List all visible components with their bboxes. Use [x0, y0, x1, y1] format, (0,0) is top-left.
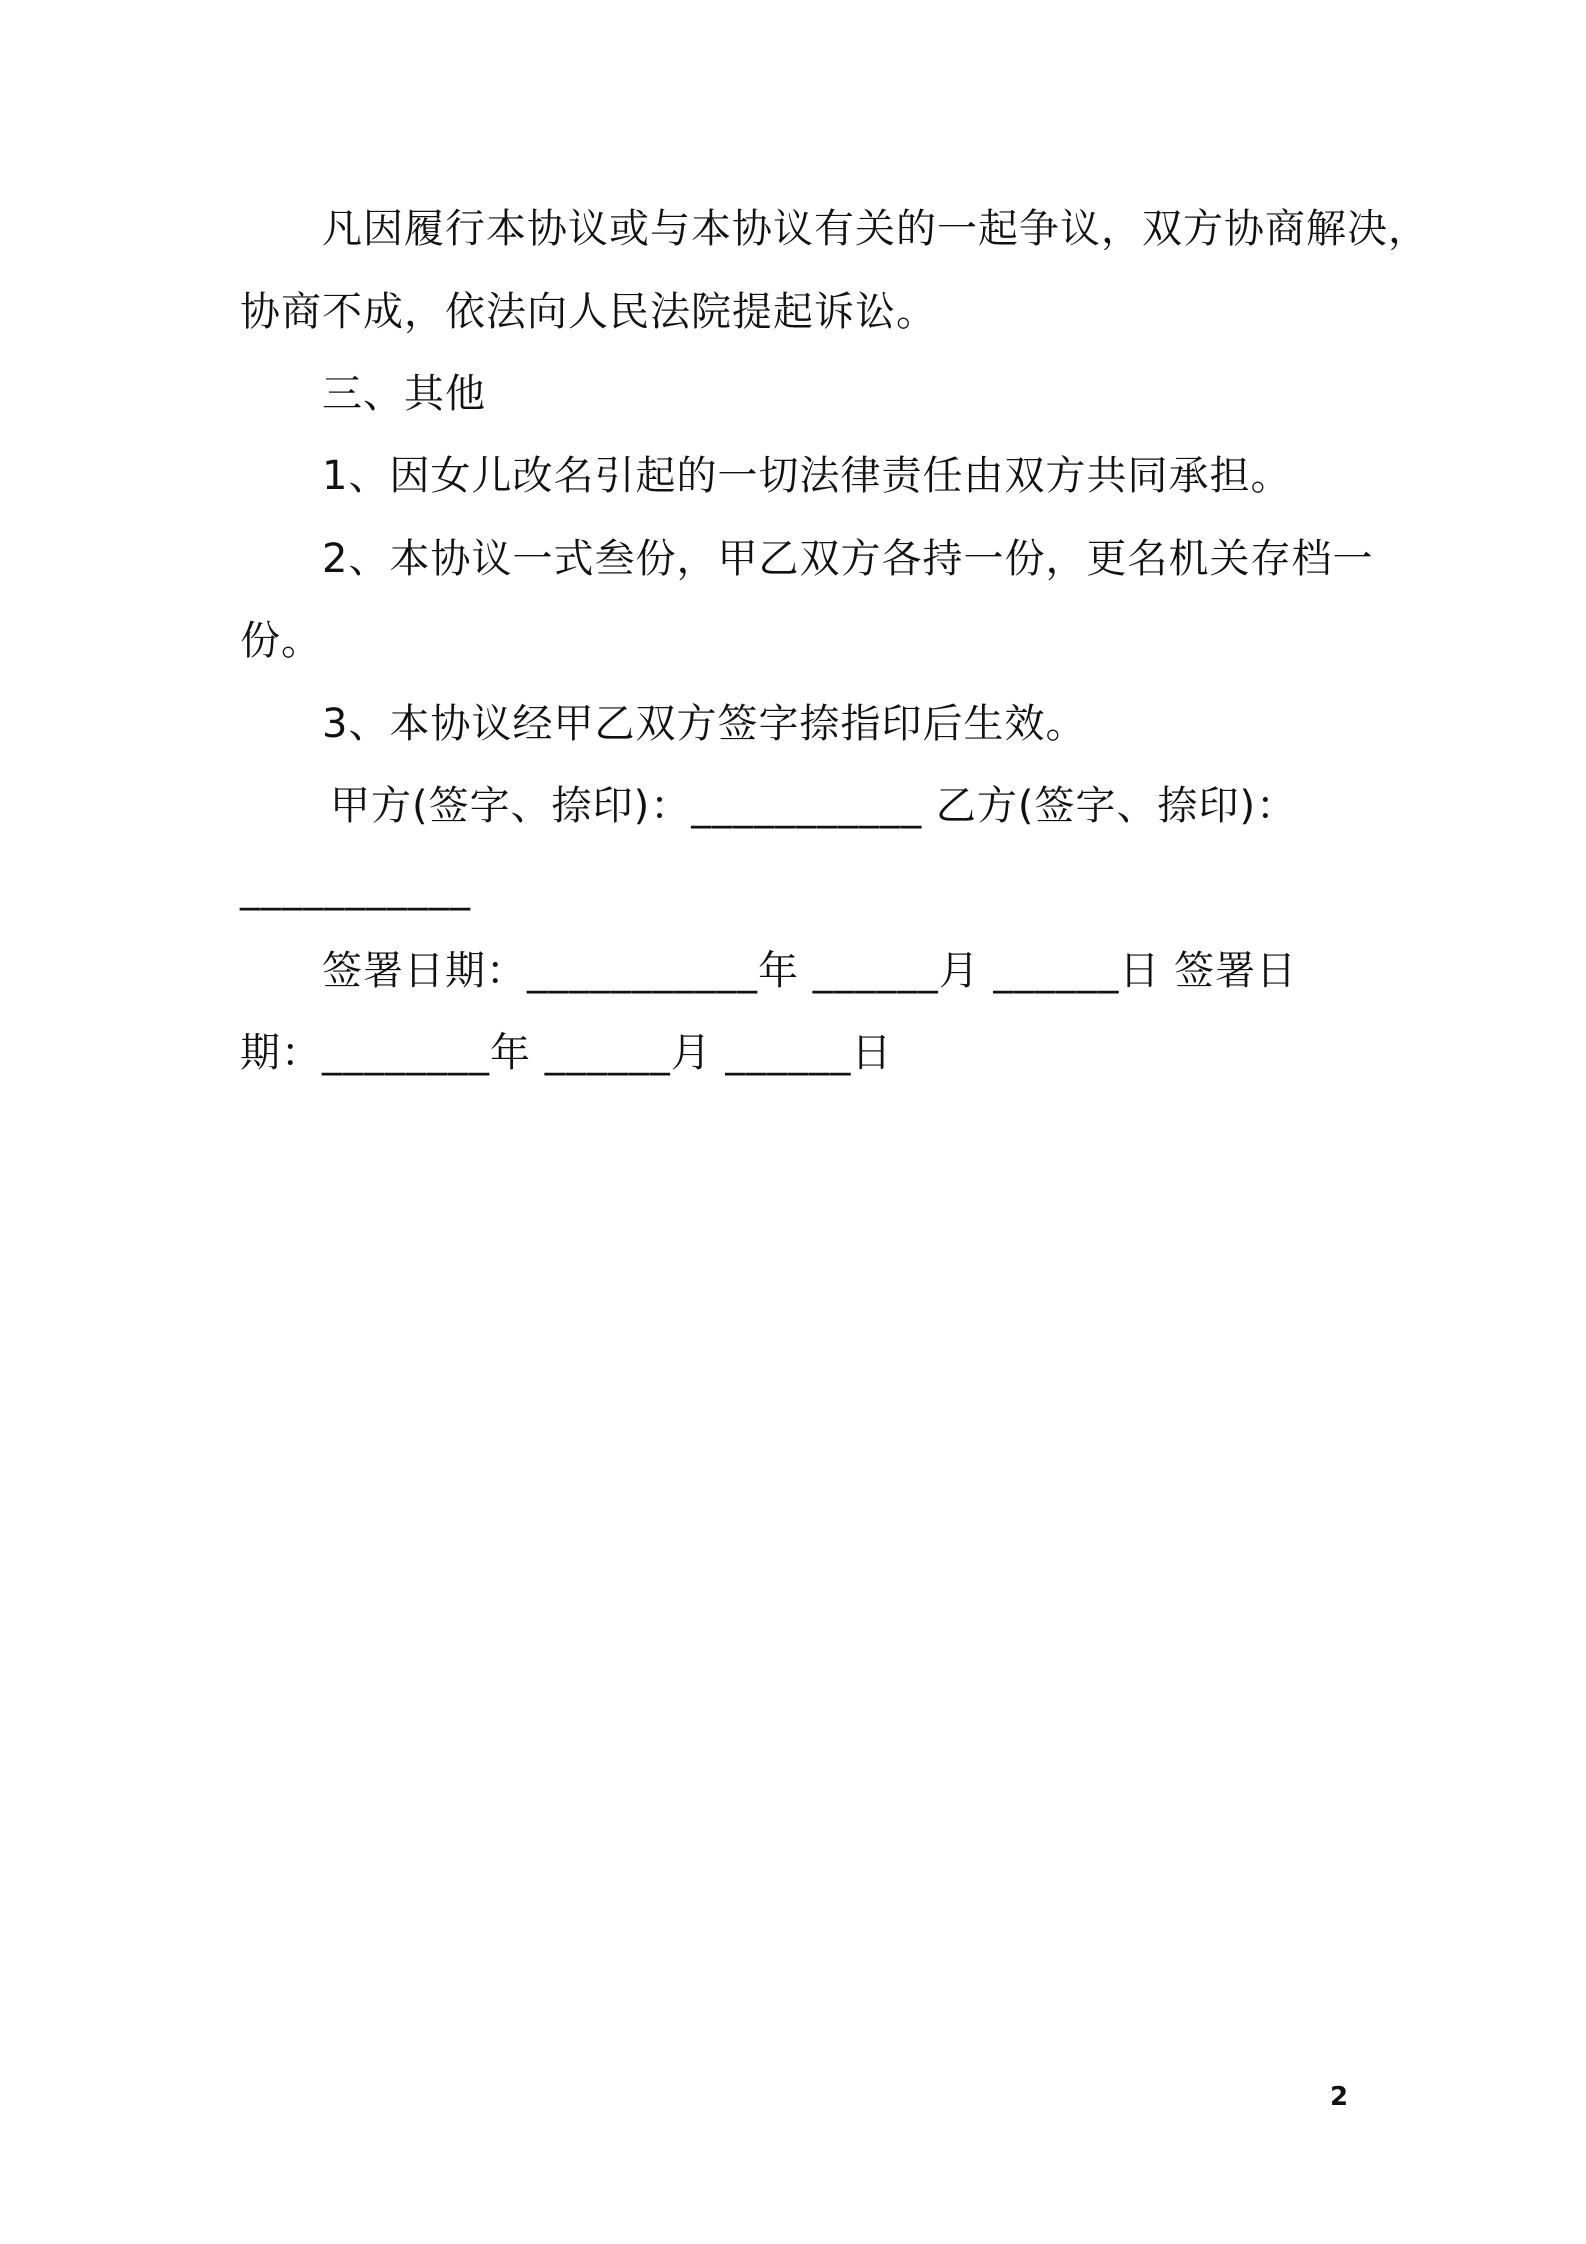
signature-line: 甲方(签字、捺印)：___________ 乙方(签字、捺印)：: [330, 783, 1298, 829]
signature-blank-continued: ___________: [240, 865, 471, 911]
clause-2-line-2: 份。: [240, 618, 322, 664]
clause-2-line-1: 2、本协议一式叁份，甲乙双方各持一份，更名机关存档一: [322, 536, 1374, 582]
section-heading-other: 三、其他: [322, 371, 486, 417]
signing-date-line-2: 期：________年 ______月 ______日: [240, 1030, 893, 1076]
clause-3: 3、本协议经甲乙双方签字捺指印后生效。: [322, 701, 1087, 747]
paragraph-dispute-line-1: 凡因履行本协议或与本协议有关的一起争议，双方协商解决，: [322, 206, 1429, 252]
clause-1: 1、因女儿改名引起的一切法律责任由双方共同承担。: [322, 453, 1292, 499]
paragraph-dispute-line-2: 协商不成，依法向人民法院提起诉讼。: [240, 289, 937, 335]
signing-date-line-1: 签署日期：___________年 ______月 ______日 签署日: [322, 948, 1298, 994]
page-number: 2: [1330, 2082, 1349, 2112]
